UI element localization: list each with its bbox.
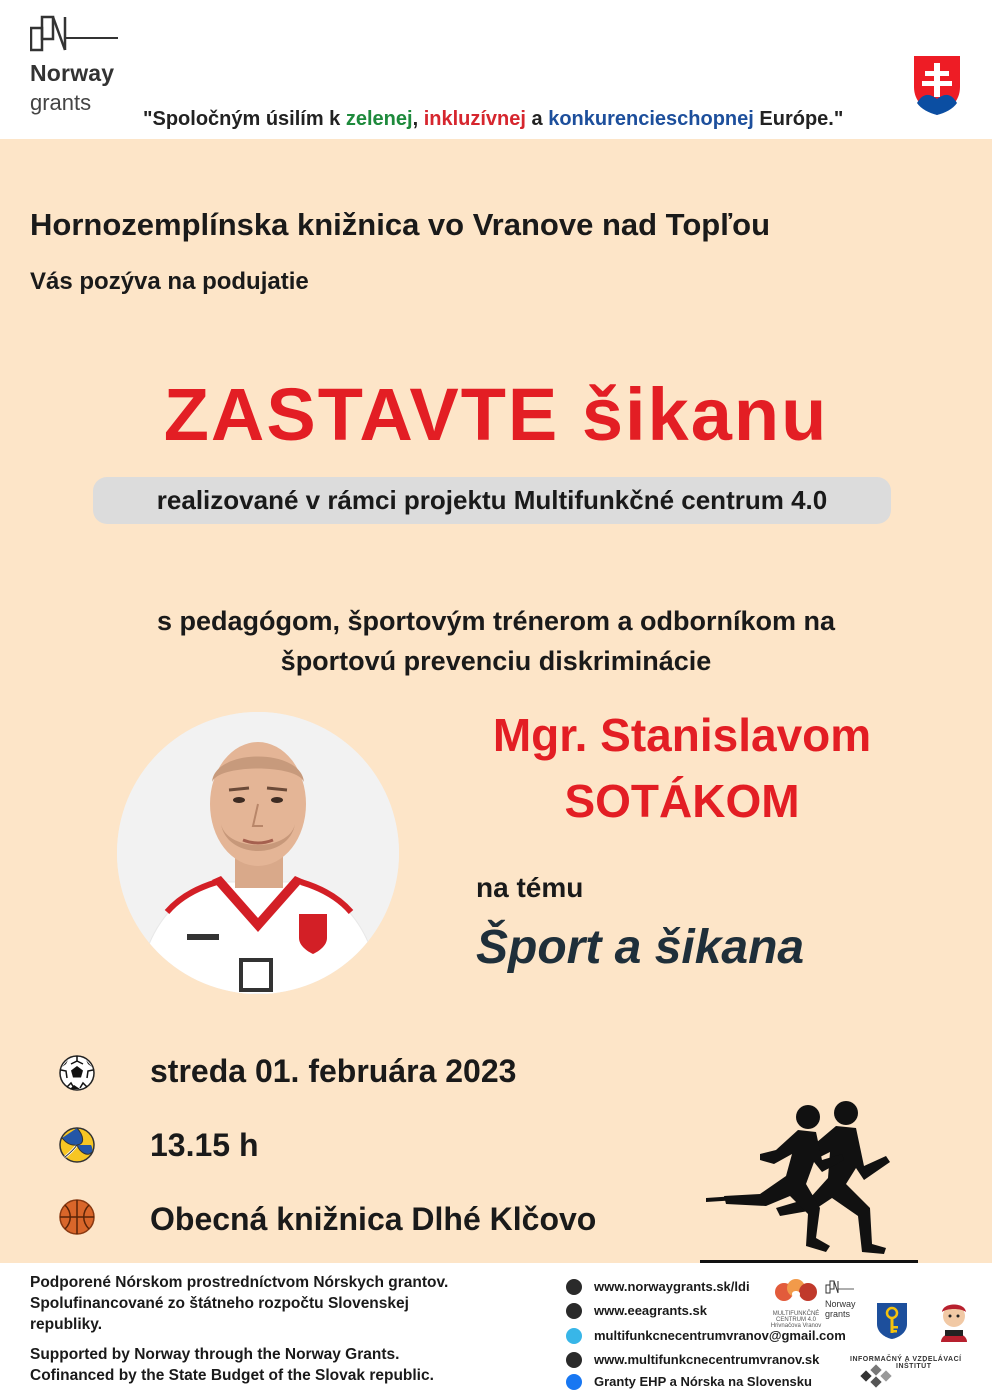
- contact-web-norwaygrants-text: www.norwaygrants.sk/ldi: [594, 1279, 750, 1294]
- mini-logo-grants: grants: [825, 1309, 851, 1319]
- email-icon: [566, 1328, 582, 1344]
- ivi-logo-text: [850, 1356, 962, 1370]
- event-time: 13.15 h: [150, 1127, 259, 1163]
- norway-grants-mark-icon: [30, 14, 122, 54]
- speaker-description-line1: s pedagógom, športovým trénerom a odborníkom na: [156, 606, 836, 636]
- project-banner: realizované v rámci projektu Multifunkčné centrum 4.0: [93, 477, 891, 524]
- funding-sk-text: [30, 1272, 448, 1335]
- hands-heart-icon: [770, 1276, 822, 1306]
- facebook-icon: [566, 1374, 582, 1390]
- contact-email-text: multifunkcnecentrumvranov@gmail.com: [594, 1328, 846, 1343]
- soccer-ball-icon: [58, 1054, 96, 1092]
- mfc-logo-text: MULTIFUNKČNÉ CENTRUM 4.0: [772, 1311, 820, 1323]
- funding-sk-line1: Podporené Nórskom prostredníctvom Nórskych grantov.: [30, 1274, 449, 1291]
- topic-label: na tému: [476, 872, 584, 903]
- contact-facebook-text: Granty EHP a Nórska na Slovensku: [594, 1374, 812, 1389]
- slogan-separator-1: ,: [412, 108, 424, 130]
- funding-en-line2: Cofinanced by the State Budget of the Slovak republic.: [30, 1367, 434, 1384]
- logo-word-grants: grants: [30, 90, 92, 115]
- volleyball-icon: [58, 1126, 96, 1164]
- mini-logo-norway: Norway: [825, 1299, 856, 1309]
- globe-icon: [566, 1303, 582, 1319]
- slogan-red-word: inkluzívnej: [423, 108, 526, 130]
- topic-title: Šport a šikana: [476, 921, 805, 974]
- slogan-start: "Spoločným úsilím k: [143, 108, 346, 130]
- speaker-name-line2: SOTÁKOM: [564, 775, 800, 827]
- funding-en-text: [30, 1344, 434, 1386]
- organizer-name: Hornozemplínska knižnica vo Vranove nad Topľou: [30, 207, 771, 242]
- vranov-coat-of-arms-icon: [876, 1302, 908, 1340]
- event-title: ZASTAVTE šikanu: [163, 373, 829, 456]
- logo-word-norway: Norway: [30, 60, 115, 86]
- contact-web-eeagrants[interactable]: [566, 1303, 707, 1320]
- mfc-logo-subtext: Hrivnačova Vranov: [770, 1323, 822, 1329]
- mini-norway-grants-logo: [825, 1280, 856, 1319]
- contact-web-mfc-text: www.multifunkcnecentrumvranov.sk: [594, 1352, 820, 1367]
- globe-icon: [566, 1352, 582, 1368]
- slogan-green-word: zelenej: [345, 108, 413, 130]
- funding-en-line1: Supported by Norway through the Norway Grants.: [30, 1346, 400, 1363]
- slovak-coat-of-arms-icon: [911, 53, 963, 117]
- slogan-blue-word: konkurencieschopnej: [548, 108, 754, 130]
- speaker-photo: [117, 712, 399, 994]
- contact-facebook[interactable]: [566, 1374, 812, 1391]
- contact-web-norwaygrants[interactable]: [566, 1279, 750, 1296]
- norway-grants-mark-icon: [825, 1280, 855, 1294]
- norway-grants-logo: [28, 14, 128, 114]
- event-date: streda 01. februára 2023: [150, 1053, 517, 1089]
- runners-silhouette-icon: [696, 1098, 922, 1266]
- mfc-logo: [770, 1276, 822, 1329]
- funding-sk-line2: Spolufinancované zo štátneho rozpočtu Slovenskej: [30, 1295, 409, 1312]
- contact-web-eeagrants-text: www.eeagrants.sk: [594, 1303, 707, 1318]
- funding-sk-line3: republiky.: [30, 1316, 103, 1333]
- basketball-icon: [58, 1198, 96, 1236]
- slogan-separator-2: a: [525, 108, 549, 130]
- library-mascot-icon: [935, 1300, 973, 1342]
- speaker-description-line2: športovú prevenciu diskriminácie: [280, 646, 712, 676]
- ivi-logo-line2: INŠTITÚT: [896, 1363, 932, 1370]
- slogan-end: Európe.": [753, 108, 844, 130]
- event-place: Obecná knižnica Dlhé Klčovo: [150, 1201, 597, 1237]
- invitation-text: Vás pozýva na podujatie: [30, 268, 309, 295]
- speaker-name-line1: Mgr. Stanislavom: [492, 709, 872, 761]
- ivi-logo-line1: INFORMAČNÝ A VZDELÁVACÍ: [850, 1356, 962, 1363]
- globe-icon: [566, 1279, 582, 1295]
- contact-web-mfc[interactable]: [566, 1352, 819, 1369]
- contact-email[interactable]: [566, 1328, 846, 1345]
- slogan: [143, 108, 843, 131]
